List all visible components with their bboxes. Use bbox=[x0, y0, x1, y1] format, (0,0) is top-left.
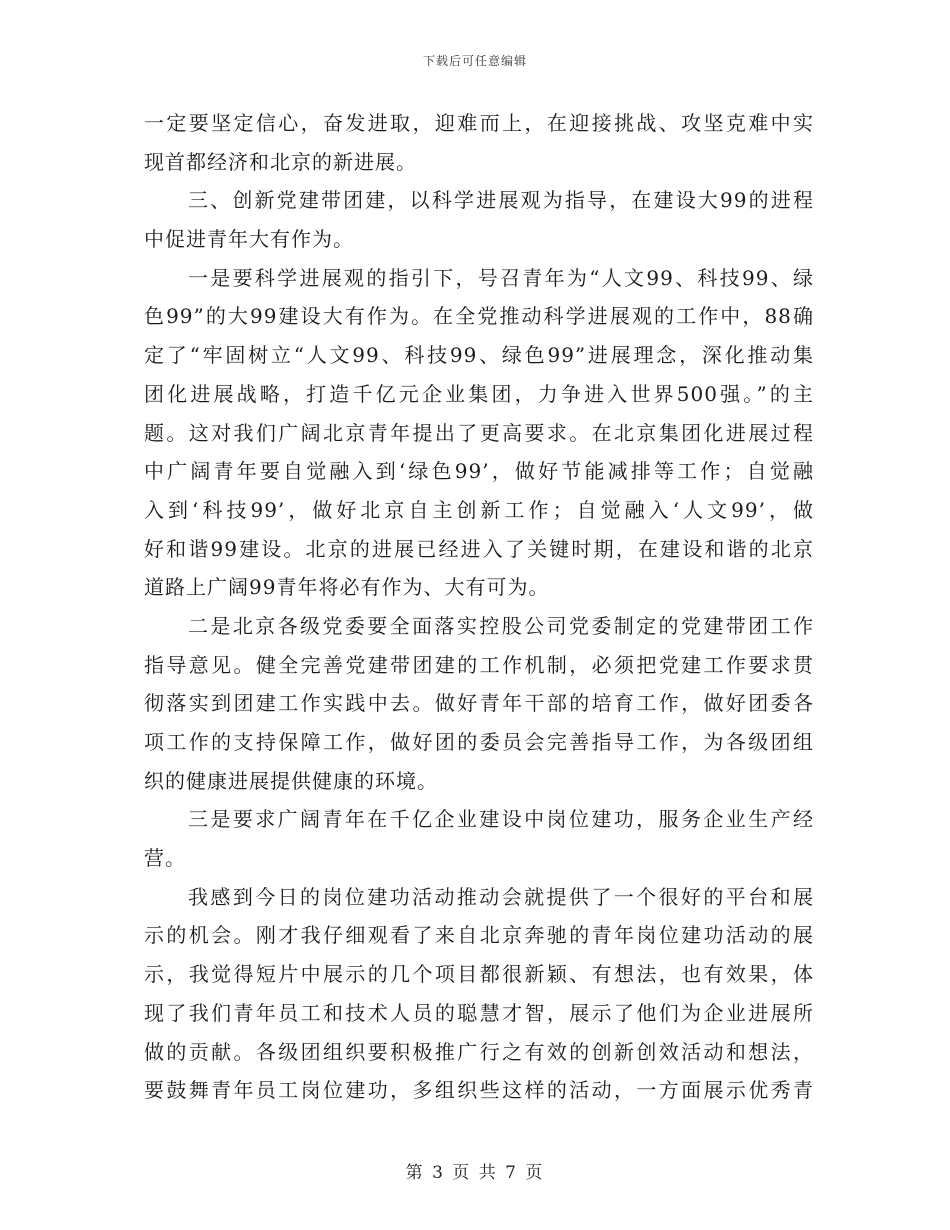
text-line: 示，我觉得短片中展示的几个项目都很新颖、有想法，也有效果，体 bbox=[144, 962, 814, 987]
text-line: 要鼓舞青年员工岗位建功，多组织些这样的活动，一方面展示优秀青 bbox=[144, 1078, 814, 1103]
text-line: 道路上广阔99青年将必有作为、大有可为。 bbox=[144, 575, 550, 600]
text-line: 彻落实到团建工作实践中去。做好青年干部的培育工作，做好团委各 bbox=[144, 691, 814, 716]
text-line: 项工作的支持保障工作，做好团的委员会完善指导工作，为各级团组 bbox=[144, 730, 814, 754]
text-line: 定了“牢固树立“人文99、科技99、绿色99”进展理念，深化推动集 bbox=[144, 343, 814, 368]
text-line: 做的贡献。各级团组织要积极推广行之有效的创新创效活动和想法， bbox=[144, 1039, 814, 1064]
text-line: 一是要科学进展观的指引下，号召青年为“人文99、科技99、绿 bbox=[188, 265, 814, 290]
text-line: 指导意见。健全完善党建带团建的工作机制，必须把党建工作要求贯 bbox=[144, 652, 814, 677]
page-header: 下载后可任意编辑 bbox=[422, 54, 527, 68]
text-line: 现了我们青年员工和技术人员的聪慧才智，展示了他们为企业进展所 bbox=[144, 1000, 814, 1025]
text-line: 营。 bbox=[144, 846, 186, 871]
text-line: 现首都经济和北京的新进展。 bbox=[144, 149, 417, 174]
text-line: 中促进青年大有作为。 bbox=[144, 227, 354, 252]
text-line: 示的机会。刚才我仔细观看了来自北京奔驰的青年岗位建功活动的展 bbox=[144, 923, 814, 948]
text-line: 三、创新党建带团建，以科学进展观为指导，在建设大99的进程 bbox=[188, 188, 814, 213]
text-line: 一定要坚定信心，奋发进取，迎难而上，在迎接挑战、攻坚克难中实 bbox=[144, 111, 814, 135]
text-line: 题。这对我们广阔北京青年提出了更高要求。在北京集团化进展过程 bbox=[144, 420, 814, 445]
text-line: 三是要求广阔青年在千亿企业建设中岗位建功，服务企业生产经 bbox=[188, 807, 814, 832]
text-line: 我感到今日的岗位建功活动推动会就提供了一个很好的平台和展 bbox=[188, 884, 814, 909]
text-line: 二是北京各级党委要全面落实控股公司党委制定的党建带团工作 bbox=[188, 613, 814, 638]
text-line: 好和谐99建设。北京的进展已经进入了关键时期，在建设和谐的北京 bbox=[144, 536, 814, 561]
text-line: 色99”的大99建设大有作为。在全党推动科学进展观的工作中，88确 bbox=[144, 304, 814, 329]
page-footer: 第 3 页 共 7 页 bbox=[405, 1163, 545, 1183]
text-line: 入到‘科技99’，做好北京自主创新工作；自觉融入‘人文99’，做 bbox=[144, 497, 814, 522]
document-body bbox=[144, 104, 814, 1110]
text-line: 团化进展战略，打造千亿元企业集团，力争进入世界500强。”的主 bbox=[144, 381, 814, 406]
text-line: 织的健康进展提供健康的环境。 bbox=[144, 768, 438, 793]
text-line: 中广阔青年要自觉融入到‘绿色99’，做好节能减排等工作；自觉融 bbox=[144, 459, 814, 484]
